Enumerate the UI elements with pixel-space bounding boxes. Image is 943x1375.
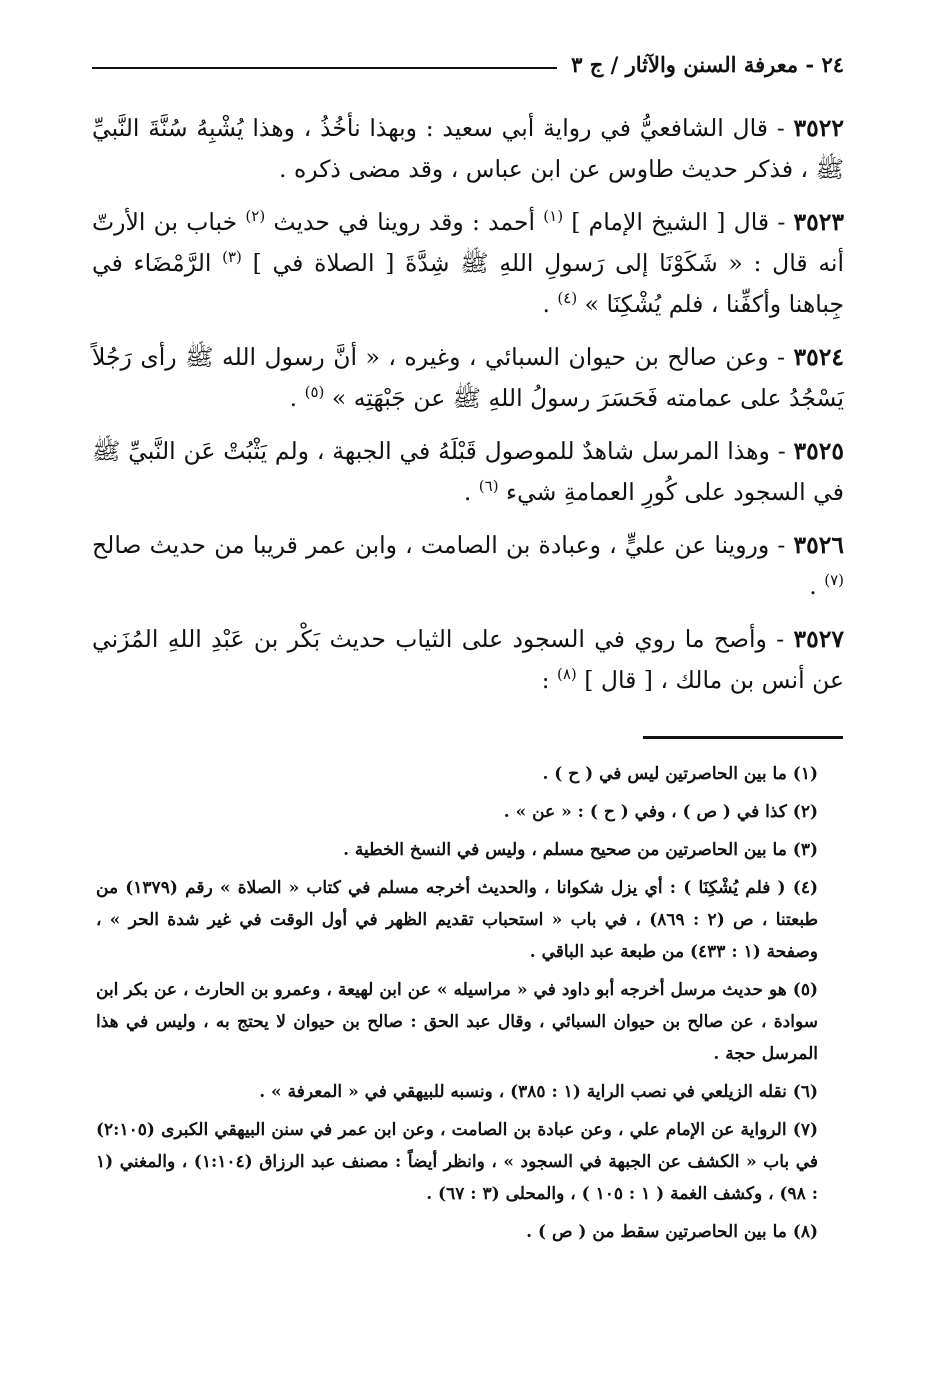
paragraph-text: - قال الشافعيُّ في رواية أبي سعيد : وبهذا نأخُذُ ، وهذا يُشْبِهُ سُنَّةَ النَّبيِّ ﷺ ، فذكر حديث طاوس عن ابن عباس ، وقد مضى ذكره . (92, 114, 844, 183)
footnote-separator (643, 736, 843, 739)
footnote-ref: (٣) (222, 248, 242, 267)
footnote-1: (١) ما بين الحاصرتين ليس في ( ح ) . (542, 764, 818, 784)
paragraph-text: : (541, 666, 557, 694)
paragraph-text: - وروينا عن عليٍّ ، وعبادة بن الصامت ، وابن عمر قريبا من حديث صالح (92, 531, 786, 559)
footnote-5: (٥) هو حديث مرسل أخرجه أبو داود في « مراسيله » عن ابن لهيعة ، وعمرو بن الحارث ، عن بكر ابن سوادة ، عن صالح بن حيوان السبائي ، وقال عبد الحق : صالح بن حيوان لا يحتج به ، وليس في هذا المرسل حجة . (96, 980, 818, 1064)
paragraph-text: - قال [ الشيخ الإمام ] (563, 208, 786, 236)
footnote-ref: (٥) (304, 383, 325, 402)
footnote-2: (٢) كذا في ( ص ) ، وفي ( ح ) : « عن » . (503, 802, 818, 822)
footnote-ref: (٢) (245, 207, 266, 226)
paragraph-3526 (92, 525, 844, 607)
paragraph-number: ٣٥٢٣ (793, 208, 844, 236)
footnote-4: (٤) ( فلم يُشْكِنَا ) : أي يزل شكوانا ، والحديث أخرجه مسلم في كتاب « الصلاة » رقم (١٣٧٩) من طبعتنا ، ص (٢ : ٨٦٩) ، في باب « استحباب تقديم الظهر في أول الوقت في غير شدة الحر » ، وصفحة (١ : ٤٣٣) من طبعة عبد الباقي . (96, 878, 818, 962)
paragraph-3525 (92, 431, 844, 513)
footnote-6: (٦) نقله الزيلعي في نصب الراية (١ : ٣٨٥) ، ونسبه للبيهقي في « المعرفة » . (259, 1082, 818, 1102)
footnote-ref: (٦) (478, 477, 499, 496)
header-rule (92, 67, 557, 69)
paragraph-text: . (289, 384, 305, 412)
paragraph-3522 (92, 108, 844, 190)
paragraph-number: ٣٥٢٦ (793, 531, 844, 559)
paragraph-3527 (92, 619, 844, 701)
paragraph-3524 (92, 337, 844, 419)
paragraph-text: - وأصح ما روي في السجود على الثياب حديث بَكْر بن عَبْدِ اللهِ المُزَني عن أنس بن مالك ، [ قال ] (92, 625, 844, 694)
main-text (92, 108, 844, 713)
footnote-3: (٣) ما بين الحاصرتين من صحيح مسلم ، وليس في النسخ الخطية . (343, 840, 818, 860)
running-header (92, 52, 844, 77)
paragraph-number: ٣٥٢٥ (793, 437, 844, 465)
paragraph-number: ٣٥٢٤ (793, 343, 844, 371)
footnote-ref: (٨) (556, 665, 577, 684)
footnote-ref: (٤) (557, 289, 578, 308)
footnote-8: (٨) ما بين الحاصرتين سقط من ( ص ) . (526, 1222, 818, 1242)
paragraph-text: - وهذا المرسل شاهدٌ للموصول قَبْلَهُ في الجبهة ، ولم يَثْبُتْ عَن النَّبيِّ ﷺ في السجود على كُورِ العمامةِ شيء (92, 437, 844, 506)
running-title: ٢٤ - معرفة السنن والآثار / ج ٣ (571, 52, 844, 77)
paragraph-text: خباب بن الأرتّ أنه قال : « شَكَوْنَا إلى رَسولِ اللهِ ﷺ شِدَّةَ [ الصلاة في ] (92, 208, 845, 277)
paragraph-text: الرَّمْضَاء في جِباهنا وأكفِّنا ، فلم يُشْكِنَا » (92, 249, 844, 318)
paragraph-3523 (92, 202, 844, 325)
paragraph-number: ٣٥٢٢ (793, 114, 844, 142)
paragraph-number: ٣٥٢٧ (793, 625, 844, 653)
footnote-7: (٧) الرواية عن الإمام علي ، وعن عبادة بن الصامت ، وعن ابن عمر في سنن البيهقي الكبرى (٢:١٠٥) في باب « الكشف عن الجبهة في السجود » ، وانظر أيضاً : مصنف عبد الرزاق (١:١٠٤) ، والمغني (١ : ٩٨) ، وكشف الغمة ( ١ : ١٠٥ ) ، والمحلى (٣ : ٦٧) . (96, 1120, 818, 1204)
footnote-ref: (١) (543, 207, 564, 226)
paragraph-text: . (463, 478, 479, 506)
paragraph-text: أحمد : وقد روينا في حديث (265, 208, 544, 236)
paragraph-text: . (542, 290, 558, 318)
paragraph-text: . (809, 572, 825, 600)
footnote-ref: (٧) (824, 571, 844, 590)
paragraph-text: - وعن صالح بن حيوان السبائي ، وغيره ، « أنَّ رسول الله ﷺ رأى رَجُلاً يَسْجُدُ على عمامته فَحَسَرَ رسولُ اللهِ ﷺ عن جَبْهَتِه » (92, 343, 844, 412)
footnotes (96, 758, 844, 1254)
